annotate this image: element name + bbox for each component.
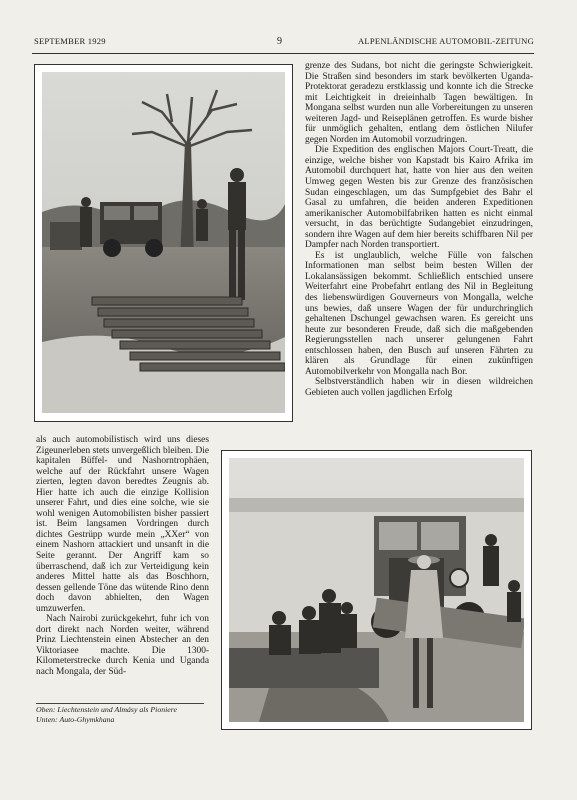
paragraph: grenze des Sudans, bot nicht die geringste Schwierigkeit. Die Straßen sind besonders im stark bevölkerten Uganda-Protektorat geradezu erstklassig und konnte ich die Strecke mit Leichtigkeit in dreieinhalb Tagen bewältigen. In Mongana selbst wurden nun alle Vorbereitungen zu unseren weiteren Jagd- und Reiseplänen getroffen. Es wurde bisher für unmöglich gehalten, entlang dem östlichen Nilufer gegen Norden im Automobil vorzudringen. (305, 61, 533, 145)
paragraph: Selbstverständlich haben wir in diesen wildreichen Gebieten auch vollen jagdlichen Erfolg (305, 377, 533, 398)
caption-line-top: Oben: Liechtenstein und Almásy als Pioniere (36, 705, 177, 714)
caption-rule (36, 703, 204, 704)
page-number: 9 (277, 36, 283, 47)
paragraph: als auch automobilistisch wird uns dieses Zigeunerleben stets unvergeßlich bleiben. Die kapitalen Büffel- und Nashorntrophäen, welche auf der Rückfahrt unsere Wagen zierten, legten davon beredtes Zeugnis ab. Hier hatte ich auch die einzige Kollision unserer Fahrt, und dies eine solche, wie sie wohl wenigen Automobilisten bisher passiert ist. Beim langsamen Vordringen durch dichtes Gestrüpp wurde mein „XXer“ von einem Nashorn attackiert und unsanft in die Seite gerannt. Der Angriff kam so überraschend, daß ich zur Verteidigung kein anderes Mittel hatte als das Boschhorn, dessen gellende Töne das wütende Rino denn doch davon abhielten, den Wagen umzuwerfen. (36, 435, 209, 614)
left-text-column (36, 435, 209, 697)
paragraph: Die Expedition des englischen Majors Court-Treatt, die einzige, welche bisher von Kapstadt bis Kairo Afrika im Automobil durchquert hat, hatte von hier aus den weiten Umweg gegen Westen bis zur Grenze des französischen Sudan eingeschlagen, um das Sumpfgebiet des Bahr el Gasal zu umfahren, die beiden anderen Expeditionen amerikanischer Automobilfabriken hatten es nicht einmal versucht, in das berüchtigte Sudangebiet einzudringen, sondern ihre Wagen auf dem hier bereits schiffbaren Nil per Dampfer nach Norden transportiert. (305, 145, 533, 251)
issue-date: SEPTEMBER 1929 (34, 36, 106, 46)
photo-caption (36, 705, 226, 725)
paragraph: Nach Nairobi zurückgekehrt, fuhr ich von dort direkt nach Norden weiter, während Prinz Liechtenstein einen Abstecher an den Viktoriasee machte. Die 1300-Kilometerstrecke durch Kenia und Uganda nach Mongala, der Süd- (36, 614, 209, 678)
top-photo (42, 72, 285, 413)
page-header (34, 36, 534, 50)
caption-line-bottom: Unten: Auto-Ghymkhana (36, 715, 115, 724)
bottom-photo (229, 458, 524, 722)
header-rule (32, 53, 534, 54)
right-text-column (305, 61, 533, 441)
paragraph: Es ist unglaublich, welche Fülle von falschen Informationen man selbst beim besten Willen der Lokalansässigen bekommt. Schließlich entschied unsere Weiterfahrt eine Probefahrt entlang des Nil in Begleitung des liebenswürdigen Gouverneurs von Mongalla, welche uns bewies, daß unsere Wagen der für undurchringlich gehaltenen Dschungel gewachsen waren. Es gereicht uns heute zur besonderen Freude, daß sich die maßgebenden Regierungsstellen nach unserer gelungenen Fahrt entschlossen haben, den Busch auf unseren Fährten zu klären als Grundlage für einen zukünftigen Automobilverkehr von Mongalla nach Bor. (305, 250, 533, 377)
magazine-title: ALPENLÄNDISCHE AUTOMOBIL-ZEITUNG (358, 36, 534, 46)
